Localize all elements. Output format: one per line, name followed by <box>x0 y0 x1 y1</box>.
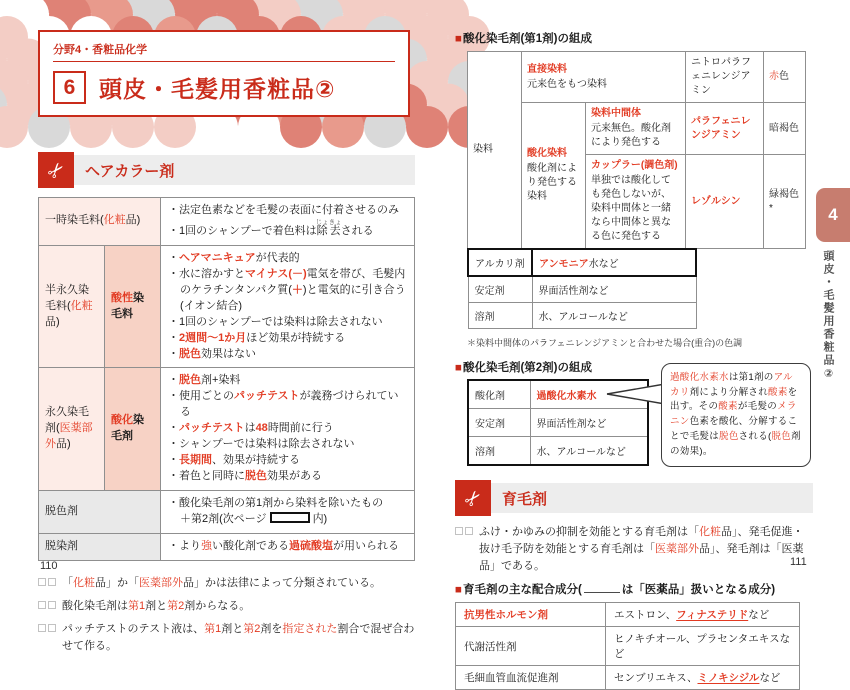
left-page-column <box>38 152 415 661</box>
dye1-agents-table <box>467 248 697 329</box>
hairgrowth-table <box>455 602 800 690</box>
bullet-item: ・ ヘアマニキュアが代表的 <box>168 251 407 267</box>
side-tab-label: 頭皮・毛髪用香粧品② <box>822 250 834 382</box>
section-hairgrowth-title: 育毛剤 <box>491 483 813 513</box>
row-label: 安定剤 <box>468 409 530 437</box>
bullet-item: ・ 法定色素などを毛髪の表面に付着させるのみ <box>168 203 407 219</box>
table-footnote: ＊染料中間体のパラフェニレンジアミンと合わせた場合(重合)の色調 <box>467 338 743 348</box>
checkbox-icons <box>455 524 473 575</box>
chapter-title-row <box>53 71 395 104</box>
scissors-icon: ✂ <box>455 480 491 516</box>
row-value: 界面活性剤など <box>532 276 696 303</box>
dye1-table <box>467 51 806 249</box>
callout-pointer <box>605 382 667 406</box>
bullet-item: ・ シャンプーでは染料は除去されない <box>168 437 407 453</box>
scissors-icon: ✂ <box>38 152 74 188</box>
row-label: アルカリ剤 <box>468 249 532 276</box>
table-row <box>39 533 415 560</box>
checklist-item: ふけ・かゆみの抑制を効能とする育毛剤は「化粧品」、発毛促進・抜け毛予防を効能とする育毛剤は「医薬部外品」、発毛剤は「医薬品」である。 <box>455 524 813 575</box>
checklist-item: 酸化染毛剤は第1剤と第2剤からなる。 <box>38 598 415 615</box>
table-row-alkali <box>468 249 696 276</box>
bullet-item: ・ 使用ごとのパッチテストが義務づけられている <box>168 389 407 421</box>
table-row <box>456 603 800 627</box>
row-value: センブリエキス、ミノキシジルなど <box>606 666 800 690</box>
bullet-item: ・ パッチテストは48時間前に行う <box>168 421 407 437</box>
section-haircolor-title: ヘアカラー剤 <box>74 155 415 185</box>
side-tab-number: 4 <box>816 188 850 242</box>
checklist <box>38 575 415 655</box>
cell-chemical: ニトロパラフェニレンジアミン <box>686 52 764 103</box>
bullet-item: ・ 脱色効果はない <box>168 347 407 363</box>
bullet-item: ・ 1回のシャンプーで着色料は除去じょきょされる <box>168 219 407 240</box>
row-label: 毛細血管血流促進剤 <box>456 666 606 690</box>
row-label: 代謝活性剤 <box>456 627 606 666</box>
heading-dye1: ■酸化染毛剤(第1剤)の組成 <box>455 33 593 45</box>
checkbox-icons <box>38 575 56 592</box>
chapter-title: 頭皮・毛髪用香粧品② <box>99 76 336 102</box>
cell-color: 赤色 <box>764 52 806 103</box>
table-row <box>468 437 648 466</box>
row-label: 安定剤 <box>468 276 532 303</box>
cell-color: 緑褐色* <box>764 155 806 249</box>
handwritten-note: 過酸化水素水は第1剤のアルカリ剤により分解され酸素を出す。その酸素が毛髪のメラニン色素を酸化、分解することで毛髪は脱色される(脱色剤の効果)。 <box>661 363 811 467</box>
chapter-number: 6 <box>53 71 86 104</box>
square-bullet-icon: ■ <box>455 33 462 45</box>
table-row <box>39 245 415 368</box>
table-row <box>468 409 648 437</box>
chapter-header <box>38 30 410 117</box>
cell-chemical: パラフェニレンジアミン <box>686 103 764 155</box>
cell-oxidative-dye: 酸化染料 酸化剤により発色する染料 <box>522 103 586 249</box>
cell-direct-dye: 直接染料 元来色をもつ染料 <box>522 52 686 103</box>
row-label: 溶剤 <box>468 437 530 466</box>
cell-chemical: レゾルシン <box>686 155 764 249</box>
bullet-item: ・ 着色と同時に脱色効果がある <box>168 469 407 485</box>
row-label: 脱染剤 <box>39 533 161 560</box>
heading-dye2: ■酸化染毛剤(第2剤)の組成 <box>455 362 593 374</box>
row-sublabel: 酸性染毛料 <box>105 245 161 368</box>
cell-dye: 染料 <box>468 52 522 249</box>
table-row <box>468 52 806 103</box>
haircolor-table <box>38 197 415 561</box>
row-sublabel: 酸化染毛剤 <box>105 368 161 491</box>
bullet-item: ・ 脱色剤+染料 <box>168 373 407 389</box>
table-row <box>456 666 800 690</box>
chapter-kicker: 分野4・香粧品化学 <box>53 41 395 62</box>
row-value: 過酸化水素水 <box>530 380 648 409</box>
bullet-item: ・ 水に溶かすとマイナス(－)電気を帯び、毛髪内のケラチンタンパク質(＋)と電気的に引き合う(イオン結合) <box>168 267 407 315</box>
square-bullet-icon: ■ <box>455 362 462 374</box>
row-label: 永久染毛剤(医薬部外品) <box>39 368 105 491</box>
section-haircolor <box>38 152 415 188</box>
row-value: 水、アルコールなど <box>530 437 648 466</box>
bullet-item: ・ 2週間～1か月ほど効果が持続する <box>168 331 407 347</box>
row-label: 半永久染毛料(化粧品) <box>39 245 105 368</box>
table-row <box>39 491 415 534</box>
table-row <box>39 368 415 491</box>
row-label: 一時染毛料(化粧品) <box>39 198 161 246</box>
square-bullet-icon: ■ <box>455 584 462 597</box>
section-hairgrowth <box>455 480 813 516</box>
bullet-item: ・ 長期間、効果が持続する <box>168 453 407 469</box>
table-row <box>468 303 696 329</box>
bullet-item: ・ 酸化染毛剤の第1剤から染料を除いたもの ＋第2剤(次ページ 内) <box>168 496 407 528</box>
row-label: 酸化剤 <box>468 380 530 409</box>
cell-coupler: カップラー(調色剤) 単独では酸化しても発色しないが、染料中間体と一緒なら中間体と異なる色に発色する <box>586 155 686 249</box>
page-number-right: 111 <box>790 556 807 568</box>
bullet-item: ・ 1回のシャンプーでは染料は除去されない <box>168 315 407 331</box>
heading-ingredients: ■育毛剤の主な配合成分( は「医薬品」扱いとなる成分) <box>455 584 776 597</box>
checklist-item: 「化粧品」か「医薬部外品」かは法律によって分類されている。 <box>38 575 415 592</box>
row-value: 界面活性剤など <box>530 409 648 437</box>
table-row <box>468 276 696 303</box>
row-value: アンモニア水など <box>532 249 696 276</box>
table-row <box>39 198 415 246</box>
cell-color: 暗褐色 <box>764 103 806 155</box>
table-row <box>456 627 800 666</box>
right-page-column <box>455 30 813 690</box>
row-value: エストロン、フィナステリドなど <box>606 603 800 627</box>
row-label: 溶剤 <box>468 303 532 329</box>
row-value: ヒノキチオール、プラセンタエキスなど <box>606 627 800 666</box>
dye2-block <box>455 372 813 466</box>
checklist-item: パッチテストのテスト液は、第1剤と第2剤を指定された割合で混ぜ合わせて作る。 <box>38 621 415 655</box>
row-label: 抗男性ホルモン剤 <box>456 603 606 627</box>
cell-intermediate: 染料中間体 元来無色。酸化剤により発色する <box>586 103 686 155</box>
checkbox-icons <box>38 598 56 615</box>
page-number-left: 110 <box>40 560 58 572</box>
bullet-item: ・ より強い酸化剤である過硫酸塩が用いられる <box>168 539 407 555</box>
row-label: 脱色剤 <box>39 491 161 534</box>
checkbox-icons <box>38 621 56 655</box>
row-value: 水、アルコールなど <box>532 303 696 329</box>
